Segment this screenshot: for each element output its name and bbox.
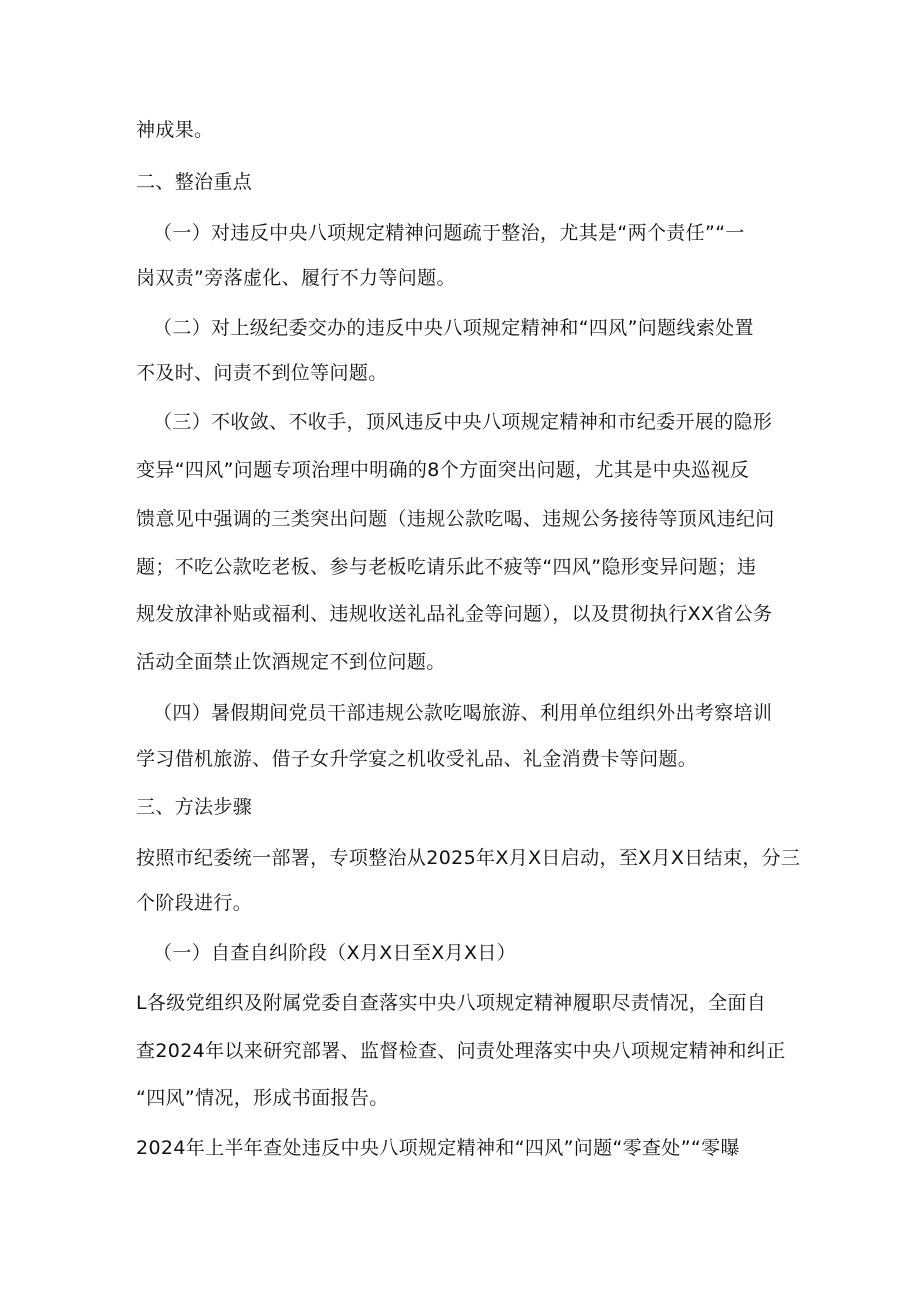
text-line-17: 个阶段进行。 <box>136 892 253 914</box>
text-line-10: 题；不吃公款吃老板、参与老板吃请乐此不疲等“四风”隐形变异问题；违 <box>136 556 757 578</box>
text-line-6: 不及时、问责不到位等问题。 <box>136 362 388 384</box>
text-line-3: （一）对违反中央八项规定精神问题疏于整治，尤其是“两个责任”“一 <box>153 222 745 244</box>
text-line-11: 规发放津补贴或福利、违规收送礼品礼金等问题），以及贯彻执行XX省公务 <box>136 603 773 625</box>
text-line-7: （三）不收敛、不收手，顶风违反中央八项规定精神和市纪委开展的隐形 <box>153 411 773 433</box>
text-line-12: 活动全面禁止饮酒规定不到位问题。 <box>136 651 446 673</box>
text-line-4: 岗双责”旁落虚化、履行不力等问题。 <box>136 267 456 289</box>
text-line-21: “四风”情况，形成书面报告。 <box>136 1087 389 1109</box>
text-line-9: 馈意见中强调的三类突出问题（违规公款吃喝、违规公务接待等顶风违纪问 <box>136 508 775 530</box>
text-line-8: 变异“四风”问题专项治理中明确的8个方面突出问题，尤其是中央巡视反 <box>136 459 750 481</box>
text-line-16: 按照市纪委统一部署，专项整治从2025年X月X日启动，至X月X日结束，分三 <box>136 847 801 869</box>
text-line-13: （四）暑假期间党员干部违规公款吃喝旅游、利用单位组织外出考察培训 <box>153 702 773 724</box>
text-line-20: 查2024年以来研究部署、监督检查、问责处理落实中央八项规定精神和纠正 <box>136 1040 786 1062</box>
text-line-1: 神成果。 <box>136 119 214 141</box>
section-heading-3: 三、方法步骤 <box>136 796 253 818</box>
text-line-19: L各级党组织及附属党委自查落实中央八项规定精神履职尽责情况，全面自 <box>136 992 767 1014</box>
subheading-self-check: （一）自查自纠阶段（X月X日至X月X日） <box>153 942 517 964</box>
section-heading-2: 二、整治重点 <box>136 171 253 193</box>
text-line-14: 学习借机旅游、借子女升学宴之机收受礼品、礼金消费卡等问题。 <box>136 748 698 770</box>
text-line-22: 2024年上半年查处违反中央八项规定精神和“四风”问题“零查处”“零曝 <box>136 1137 740 1159</box>
text-line-5: （二）对上级纪委交办的违反中央八项规定精神和“四风”问题线索处置 <box>153 317 754 339</box>
